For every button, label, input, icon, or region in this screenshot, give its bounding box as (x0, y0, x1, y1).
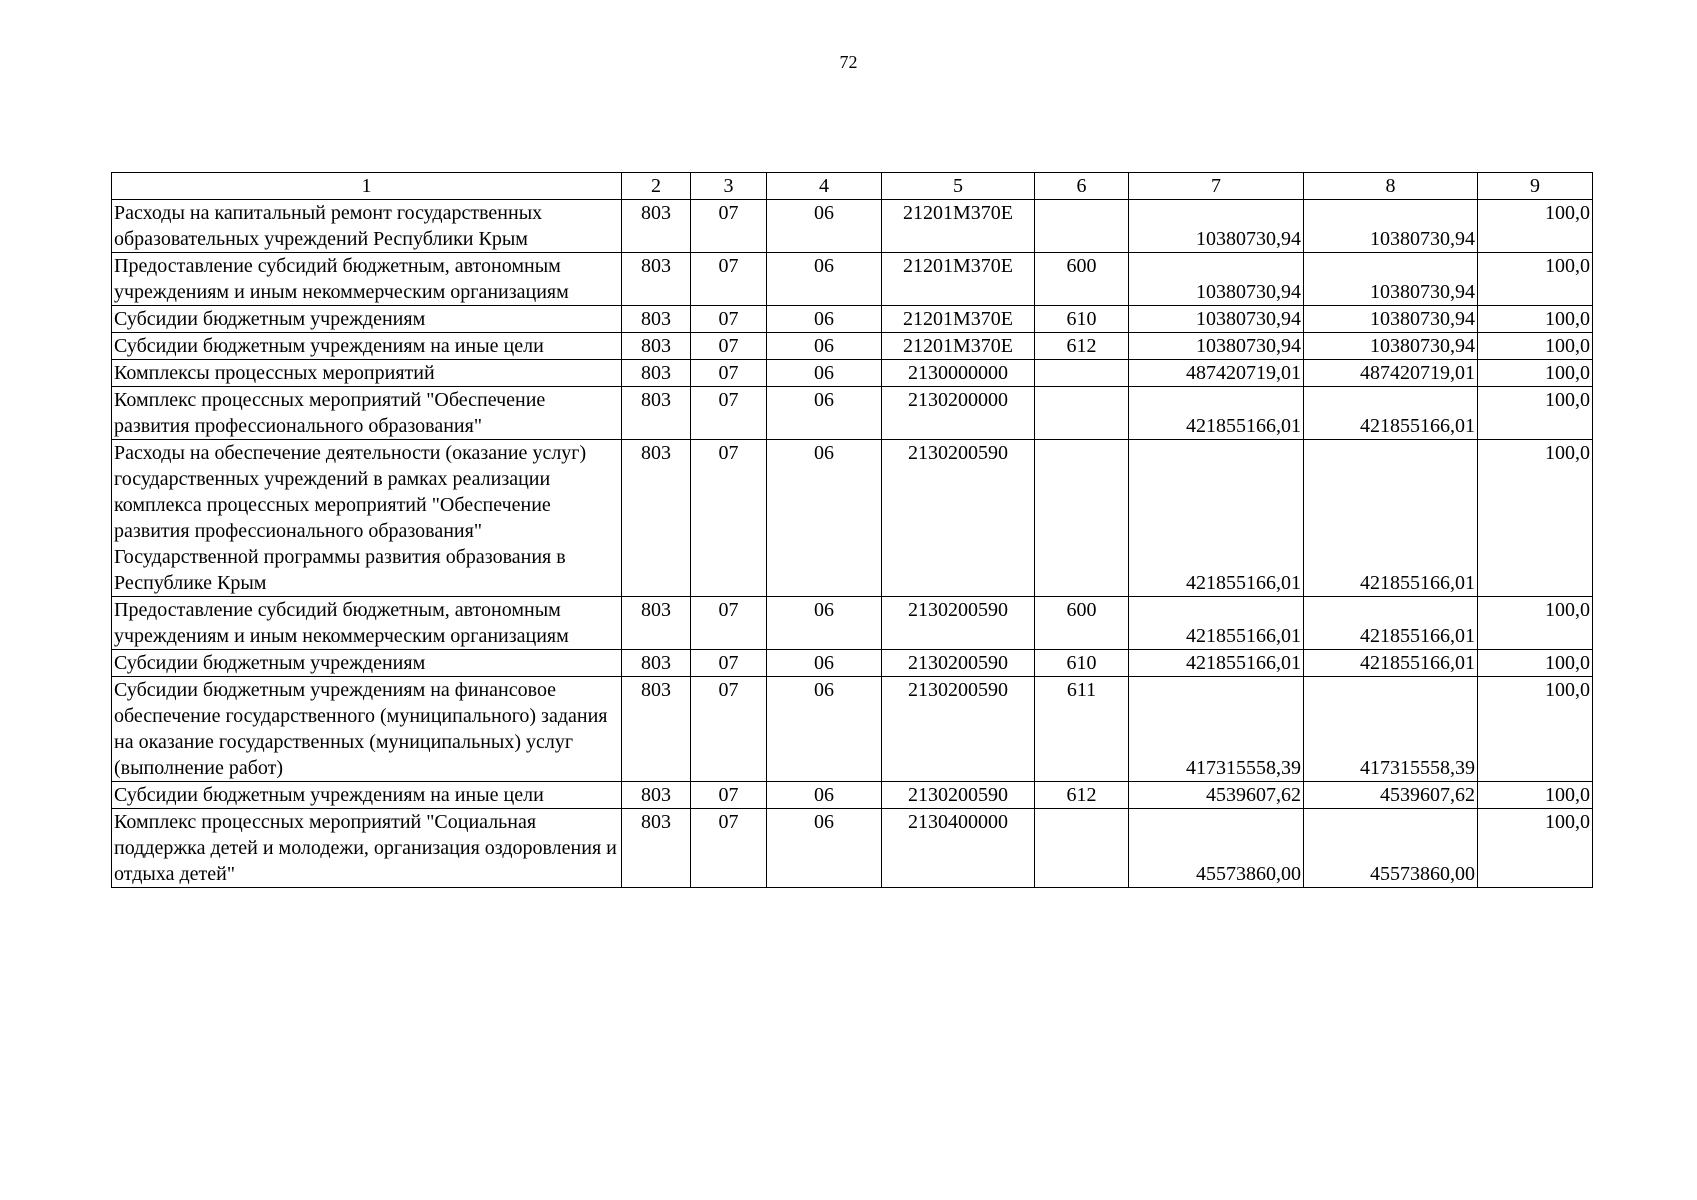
planned-amount-cell: 417315558,39 (1129, 677, 1304, 782)
executed-amount-cell: 487420719,01 (1304, 360, 1478, 387)
section-code-cell: 07 (691, 200, 767, 253)
target-article-cell: 2130200590 (882, 677, 1035, 782)
ministry-code-cell: 803 (622, 782, 691, 809)
column-header: 5 (882, 173, 1035, 200)
table-row (112, 809, 1593, 888)
ministry-code-cell: 803 (622, 440, 691, 597)
row-name-cell: Субсидии бюджетным учреждениям (112, 650, 622, 677)
execution-percent-cell: 100,0 (1478, 809, 1593, 888)
table-row (112, 677, 1593, 782)
execution-percent-cell: 100,0 (1478, 677, 1593, 782)
row-name-cell: Субсидии бюджетным учреждениям на иные цели (112, 333, 622, 360)
table-row (112, 387, 1593, 440)
target-article-cell: 2130400000 (882, 809, 1035, 888)
expense-type-cell (1035, 360, 1129, 387)
ministry-code-cell: 803 (622, 677, 691, 782)
target-article-cell: 21201М370Е (882, 253, 1035, 306)
subsection-code-cell: 06 (767, 650, 882, 677)
target-article-cell: 2130200590 (882, 782, 1035, 809)
column-header: 6 (1035, 173, 1129, 200)
target-article-cell: 2130200590 (882, 597, 1035, 650)
target-article-cell: 2130200000 (882, 387, 1035, 440)
subsection-code-cell: 06 (767, 387, 882, 440)
execution-percent-cell: 100,0 (1478, 360, 1593, 387)
table-row (112, 333, 1593, 360)
expense-type-cell (1035, 200, 1129, 253)
execution-percent-cell: 100,0 (1478, 306, 1593, 333)
section-code-cell: 07 (691, 387, 767, 440)
ministry-code-cell: 803 (622, 200, 691, 253)
subsection-code-cell: 06 (767, 809, 882, 888)
section-code-cell: 07 (691, 253, 767, 306)
subsection-code-cell: 06 (767, 440, 882, 597)
section-code-cell: 07 (691, 597, 767, 650)
expense-type-cell (1035, 809, 1129, 888)
expense-type-cell: 612 (1035, 333, 1129, 360)
expense-type-cell: 612 (1035, 782, 1129, 809)
planned-amount-cell: 10380730,94 (1129, 333, 1304, 360)
expense-type-cell: 610 (1035, 306, 1129, 333)
execution-percent-cell: 100,0 (1478, 333, 1593, 360)
section-code-cell: 07 (691, 650, 767, 677)
table-row (112, 253, 1593, 306)
execution-percent-cell: 100,0 (1478, 387, 1593, 440)
section-code-cell: 07 (691, 440, 767, 597)
target-article-cell: 2130000000 (882, 360, 1035, 387)
expense-type-cell: 600 (1035, 597, 1129, 650)
row-name-cell: Предоставление субсидий бюджетным, автономным учреждениям и иным некоммерческим организациям (112, 253, 622, 306)
planned-amount-cell: 10380730,94 (1129, 306, 1304, 333)
table-row (112, 782, 1593, 809)
subsection-code-cell: 06 (767, 677, 882, 782)
table-row (112, 597, 1593, 650)
expense-type-cell: 611 (1035, 677, 1129, 782)
column-header: 4 (767, 173, 882, 200)
ministry-code-cell: 803 (622, 809, 691, 888)
planned-amount-cell: 4539607,62 (1129, 782, 1304, 809)
expense-type-cell (1035, 440, 1129, 597)
row-name-cell: Субсидии бюджетным учреждениям (112, 306, 622, 333)
execution-percent-cell: 100,0 (1478, 650, 1593, 677)
row-name-cell: Комплексы процессных мероприятий (112, 360, 622, 387)
ministry-code-cell: 803 (622, 597, 691, 650)
section-code-cell: 07 (691, 809, 767, 888)
subsection-code-cell: 06 (767, 306, 882, 333)
executed-amount-cell: 10380730,94 (1304, 306, 1478, 333)
ministry-code-cell: 803 (622, 387, 691, 440)
budget-table (111, 172, 1593, 888)
planned-amount-cell: 45573860,00 (1129, 809, 1304, 888)
row-name-cell: Субсидии бюджетным учреждениям на финансовое обеспечение государственного (муниципального) задания на оказание государственных (муниципальных) услуг (выполнение работ) (112, 677, 622, 782)
executed-amount-cell: 10380730,94 (1304, 200, 1478, 253)
planned-amount-cell: 421855166,01 (1129, 597, 1304, 650)
planned-amount-cell: 10380730,94 (1129, 200, 1304, 253)
execution-percent-cell: 100,0 (1478, 200, 1593, 253)
table-row (112, 440, 1593, 597)
ministry-code-cell: 803 (622, 253, 691, 306)
target-article-cell: 21201М370Е (882, 200, 1035, 253)
target-article-cell: 2130200590 (882, 440, 1035, 597)
subsection-code-cell: 06 (767, 360, 882, 387)
executed-amount-cell: 421855166,01 (1304, 650, 1478, 677)
ministry-code-cell: 803 (622, 306, 691, 333)
section-code-cell: 07 (691, 782, 767, 809)
planned-amount-cell: 421855166,01 (1129, 650, 1304, 677)
planned-amount-cell: 487420719,01 (1129, 360, 1304, 387)
column-header: 9 (1478, 173, 1593, 200)
executed-amount-cell: 421855166,01 (1304, 440, 1478, 597)
row-name-cell: Субсидии бюджетным учреждениям на иные цели (112, 782, 622, 809)
planned-amount-cell: 421855166,01 (1129, 387, 1304, 440)
section-code-cell: 07 (691, 333, 767, 360)
column-header: 7 (1129, 173, 1304, 200)
row-name-cell: Расходы на капитальный ремонт государственных образовательных учреждений Республики Крым (112, 200, 622, 253)
executed-amount-cell: 421855166,01 (1304, 597, 1478, 650)
section-code-cell: 07 (691, 360, 767, 387)
subsection-code-cell: 06 (767, 333, 882, 360)
subsection-code-cell: 06 (767, 782, 882, 809)
page-number: 72 (839, 52, 858, 72)
column-header: 2 (622, 173, 691, 200)
column-header: 3 (691, 173, 767, 200)
execution-percent-cell: 100,0 (1478, 440, 1593, 597)
column-header: 1 (112, 173, 622, 200)
row-name-cell: Расходы на обеспечение деятельности (оказание услуг) государственных учреждений в рамках реализации комплекса процессных мероприятий "Обеспечение развития профессионального образования" Государственной программы развития образования в Республике Крым (112, 440, 622, 597)
table-row (112, 200, 1593, 253)
row-name-cell: Предоставление субсидий бюджетным, автономным учреждениям и иным некоммерческим организациям (112, 597, 622, 650)
row-name-cell: Комплекс процессных мероприятий "Обеспечение развития профессионального образования" (112, 387, 622, 440)
section-code-cell: 07 (691, 306, 767, 333)
executed-amount-cell: 417315558,39 (1304, 677, 1478, 782)
table-row (112, 650, 1593, 677)
execution-percent-cell: 100,0 (1478, 253, 1593, 306)
executed-amount-cell: 10380730,94 (1304, 333, 1478, 360)
execution-percent-cell: 100,0 (1478, 597, 1593, 650)
target-article-cell: 21201М370Е (882, 306, 1035, 333)
expense-type-cell: 610 (1035, 650, 1129, 677)
table-row (112, 306, 1593, 333)
table-row (112, 360, 1593, 387)
expense-type-cell (1035, 387, 1129, 440)
execution-percent-cell: 100,0 (1478, 782, 1593, 809)
column-header: 8 (1304, 173, 1478, 200)
subsection-code-cell: 06 (767, 200, 882, 253)
expense-type-cell: 600 (1035, 253, 1129, 306)
executed-amount-cell: 4539607,62 (1304, 782, 1478, 809)
target-article-cell: 2130200590 (882, 650, 1035, 677)
planned-amount-cell: 10380730,94 (1129, 253, 1304, 306)
row-name-cell: Комплекс процессных мероприятий "Социальная поддержка детей и молодежи, организация оздоровления и отдыха детей" (112, 809, 622, 888)
subsection-code-cell: 06 (767, 253, 882, 306)
executed-amount-cell: 421855166,01 (1304, 387, 1478, 440)
subsection-code-cell: 06 (767, 597, 882, 650)
section-code-cell: 07 (691, 677, 767, 782)
ministry-code-cell: 803 (622, 333, 691, 360)
executed-amount-cell: 10380730,94 (1304, 253, 1478, 306)
ministry-code-cell: 803 (622, 650, 691, 677)
executed-amount-cell: 45573860,00 (1304, 809, 1478, 888)
target-article-cell: 21201М370Е (882, 333, 1035, 360)
table-header-row (112, 173, 1593, 200)
planned-amount-cell: 421855166,01 (1129, 440, 1304, 597)
ministry-code-cell: 803 (622, 360, 691, 387)
